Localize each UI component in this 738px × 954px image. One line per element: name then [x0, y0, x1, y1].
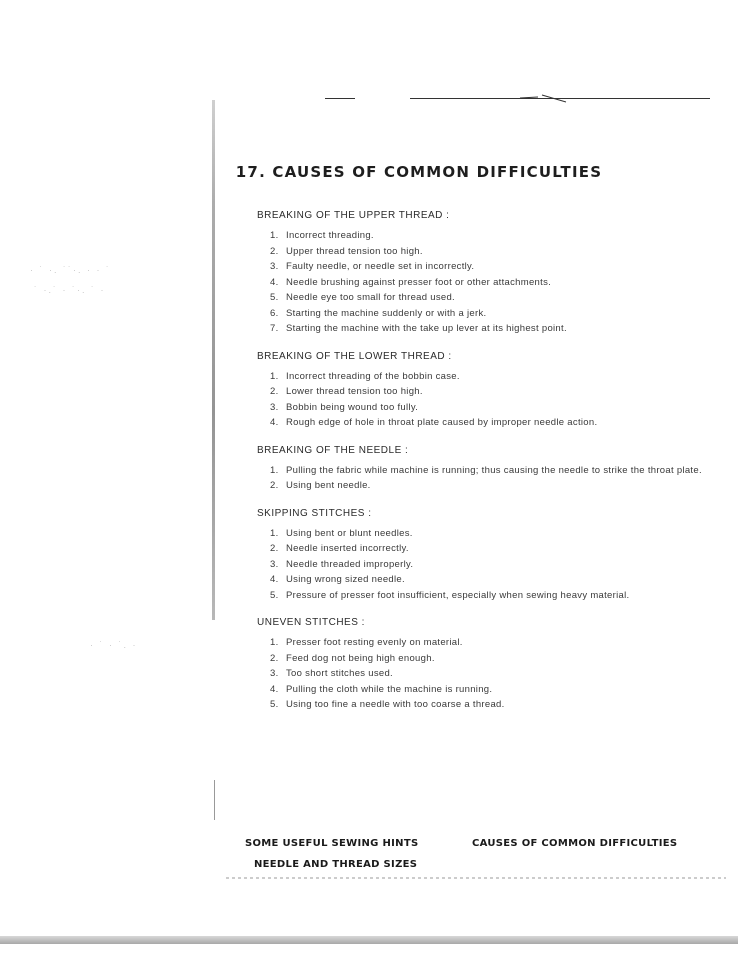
list-item: 5. Pressure of presser foot insufficient, especially when sewing heavy material. — [270, 589, 630, 601]
section-upper-thread — [257, 210, 707, 337]
list-item: 2. Using bent needle. — [270, 480, 371, 491]
section-uneven-stitches — [257, 617, 707, 713]
list-item: 1. Incorrect threading of the bobbin case. — [270, 370, 460, 382]
list-item: 1. Incorrect threading. — [270, 230, 374, 241]
section-heading: UNEVEN STITCHES : — [257, 617, 365, 628]
section-heading: BREAKING OF THE UPPER THREAD : — [257, 210, 450, 221]
cause-list — [257, 635, 707, 713]
list-item: 7. Starting the machine with the take up lever at its highest point. — [270, 323, 567, 334]
list-item: 5. Needle eye too small for thread used. — [270, 292, 455, 303]
scan-bottom-edge — [0, 936, 738, 944]
scan-dotted-line — [226, 877, 726, 879]
list-item: 4. Rough edge of hole in throat plate caused by improper needle action. — [270, 417, 598, 428]
scan-noise: · ˙ · ˙. · — [90, 640, 138, 650]
sections-container — [257, 210, 707, 727]
cause-list — [257, 463, 707, 494]
list-item: 2. Upper thread tension too high. — [270, 245, 423, 257]
section-lower-thread — [257, 351, 707, 431]
list-item: 3. Too short stitches used. — [270, 668, 394, 679]
list-item: 4. Using wrong sized needle. — [270, 574, 405, 585]
list-item: 3. Bobbin being wound too fully. — [270, 401, 419, 413]
list-item: 5. Using too fine a needle with too coarse a thread. — [270, 699, 505, 710]
scan-noise: ˙ ·.˙ · ˙·. ˙ · — [34, 285, 106, 295]
cause-list — [257, 369, 707, 431]
page-title: 17. CAUSES OF COMMON DIFFICULTIES — [235, 163, 603, 181]
list-item: 1. Presser foot resting evenly on material. — [270, 637, 463, 648]
list-item: 3. Faulty needle, or needle set in incorrectly. — [270, 261, 475, 272]
binding-mark — [214, 780, 215, 820]
top-rule — [325, 98, 355, 99]
footer-link-common-difficulties[interactable]: CAUSES OF COMMON DIFFICULTIES — [472, 838, 678, 849]
scan-noise: · ˙ ·. ˙˙·. · · ˙ — [30, 265, 111, 275]
cause-list — [257, 228, 707, 337]
footer-link-sewing-hints[interactable]: SOME USEFUL SEWING HINTS — [245, 838, 419, 849]
list-item: 6. Starting the machine suddenly or with a jerk. — [270, 307, 487, 319]
section-needle — [257, 445, 707, 494]
list-item: 3. Needle threaded improperly. — [270, 558, 414, 570]
list-item: 4. Needle brushing against presser foot or other attachments. — [270, 276, 552, 288]
section-heading: BREAKING OF THE NEEDLE : — [257, 444, 409, 456]
section-heading: SKIPPING STITCHES : — [257, 507, 372, 519]
section-skipping-stitches — [257, 508, 707, 604]
list-item: 2. Needle inserted incorrectly. — [270, 543, 409, 554]
list-item: 1. Pulling the fabric while machine is running; thus causing the needle to strike the throat plate. — [270, 464, 702, 476]
cause-list — [257, 526, 707, 604]
list-item: 4. Pulling the cloth while the machine is running. — [270, 683, 493, 695]
list-item: 2. Feed dog not being high enough. — [270, 652, 435, 664]
section-heading: BREAKING OF THE LOWER THREAD : — [257, 350, 452, 362]
list-item: 2. Lower thread tension too high. — [270, 386, 423, 397]
list-item: 1. Using bent or blunt needles. — [270, 527, 413, 539]
footer-link-needle-thread-sizes[interactable]: NEEDLE AND THREAD SIZES — [254, 859, 418, 870]
tear-mark — [518, 92, 568, 104]
